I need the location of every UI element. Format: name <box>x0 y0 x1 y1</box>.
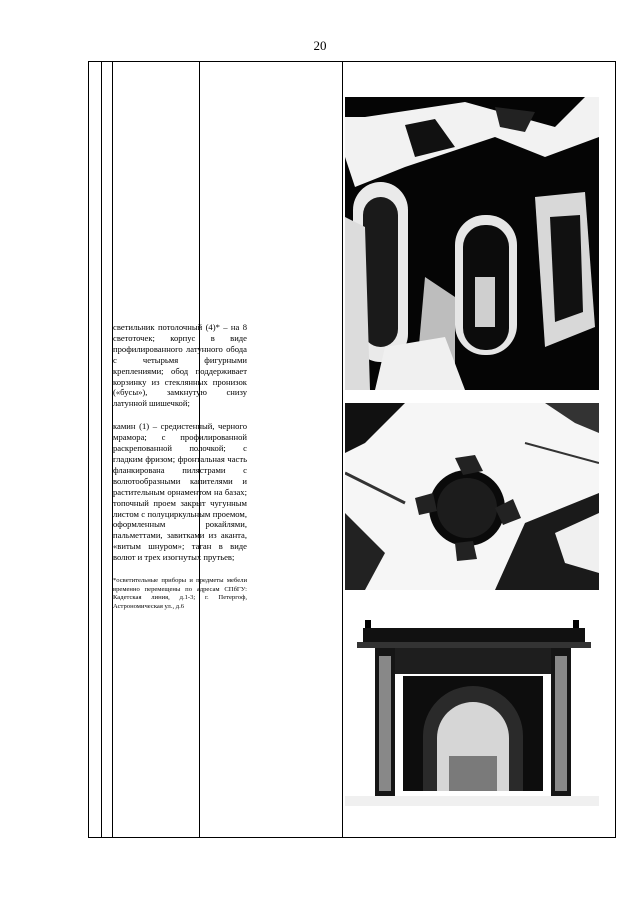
page-number: 20 <box>313 38 327 53</box>
interior-doorway-photo <box>345 97 599 390</box>
description-column <box>113 322 247 623</box>
fireplace-photo <box>345 606 599 806</box>
column-divider <box>101 62 102 837</box>
relocation-note: *осветительные приборы и предметы мебели временно перемещены по адресам СПбГУ: Кадетская линия, д.1-3; г. Петергоф, Астрономическая ул., д.6 <box>113 577 247 610</box>
lamp-description: светильник потолочный (4)* – на 8 светоточек; корпус в виде профилированного латунного обода с четырьмя фигурными креплениями; обод поддерживает корзинку из стеклянных пронизок («бусы»), замкнутую снизу латунной шишечкой; <box>113 322 247 409</box>
ceiling-lamp-photo <box>345 403 599 590</box>
column-divider <box>342 62 343 837</box>
fireplace-description: камин (1) – средистенный, черного мрамора; с профилированной раскрепованной полочкой; с гладким фризом; фронтальная часть фланкирована пилястрами с волютообразными капителями и растительным орнаментом на базах; топочный проем закрыт чугунным листом с полуциркульным проемом, оформленным рокайлями, пальметтами, завитками из аканта, «витым шнуром»; таган в виде волют и трех изогнутых прутьев; <box>113 421 247 563</box>
